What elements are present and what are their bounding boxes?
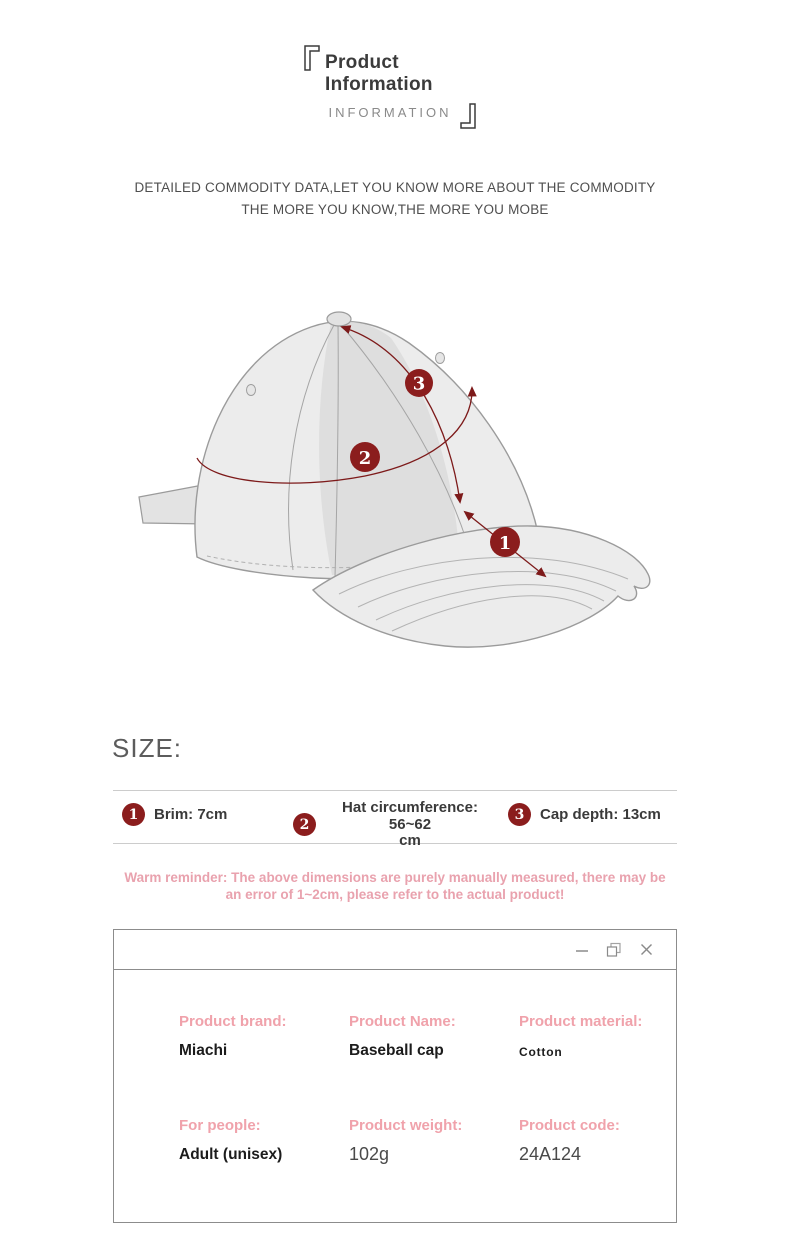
cap-top-button: [327, 312, 351, 326]
size-item-brim: [122, 803, 227, 826]
cap-measurement-diagram: [115, 290, 675, 680]
page-subtitle: INFORMATION: [328, 105, 452, 120]
value-product-brand: Miachi: [179, 1042, 228, 1059]
value-product-code: 24A124: [519, 1144, 582, 1164]
size-heading: SIZE:: [112, 733, 183, 763]
value-product-name: Baseball cap: [349, 1042, 444, 1059]
diagram-marker-3: [405, 369, 433, 397]
size-label-circumference-line2: cm: [399, 832, 421, 849]
label-product-code: Product code:: [519, 1117, 620, 1134]
value-for-people: Adult (unisex): [179, 1146, 283, 1163]
value-product-material: Cotton: [519, 1045, 563, 1059]
size-item-circumference: [293, 800, 495, 850]
svg-text:1: 1: [498, 533, 512, 554]
cap-eyelet-left: [247, 385, 256, 396]
diagram-marker-1: [490, 527, 520, 557]
size-item-depth: [508, 803, 661, 826]
divider-top: [113, 790, 677, 791]
diagram-marker-2: [350, 442, 380, 472]
spec-window-panel: [113, 929, 677, 1223]
cap-eyelet-right: [436, 353, 445, 364]
page-title-line1: Product: [325, 52, 399, 73]
size-label-depth: Cap depth: 13cm: [540, 806, 661, 823]
value-product-weight: 102g: [349, 1144, 390, 1164]
page-title: [325, 52, 433, 96]
warm-reminder-line1: Warm reminder: The above dimensions are purely manually measured, there may be: [124, 870, 666, 885]
size-label-circumference: [325, 800, 495, 850]
size-num-3: 3: [508, 803, 531, 826]
svg-text:3: 3: [412, 373, 426, 395]
spec-window-titlebar: [114, 930, 676, 970]
label-product-material: Product material:: [519, 1013, 643, 1030]
quote-bracket-left-icon: [303, 44, 321, 72]
maximize-icon[interactable]: [606, 942, 622, 958]
minimize-icon[interactable]: [574, 942, 590, 958]
quote-bracket-right-icon: [459, 102, 477, 130]
size-label-circumference-line1: Hat circumference: 56~62: [342, 799, 478, 833]
tagline-line1: DETAILED COMMODITY DATA,LET YOU KNOW MORE ABOUT THE COMMODITY: [134, 180, 656, 195]
tagline-line2: THE MORE YOU KNOW,THE MORE YOU MOBE: [241, 202, 549, 217]
label-product-brand: Product brand:: [179, 1013, 287, 1030]
size-num-2: 2: [293, 813, 316, 836]
svg-text:2: 2: [358, 448, 372, 469]
label-product-name: Product Name:: [349, 1013, 456, 1030]
label-for-people: For people:: [179, 1117, 261, 1134]
size-label-brim: Brim: 7cm: [154, 806, 228, 823]
size-num-1: 1: [122, 803, 145, 826]
warm-reminder-line2: an error of 1~2cm, please refer to the actual product!: [225, 887, 565, 902]
page-title-line2: Information: [325, 74, 433, 95]
label-product-weight: Product weight:: [349, 1117, 463, 1134]
close-icon[interactable]: [638, 942, 654, 958]
